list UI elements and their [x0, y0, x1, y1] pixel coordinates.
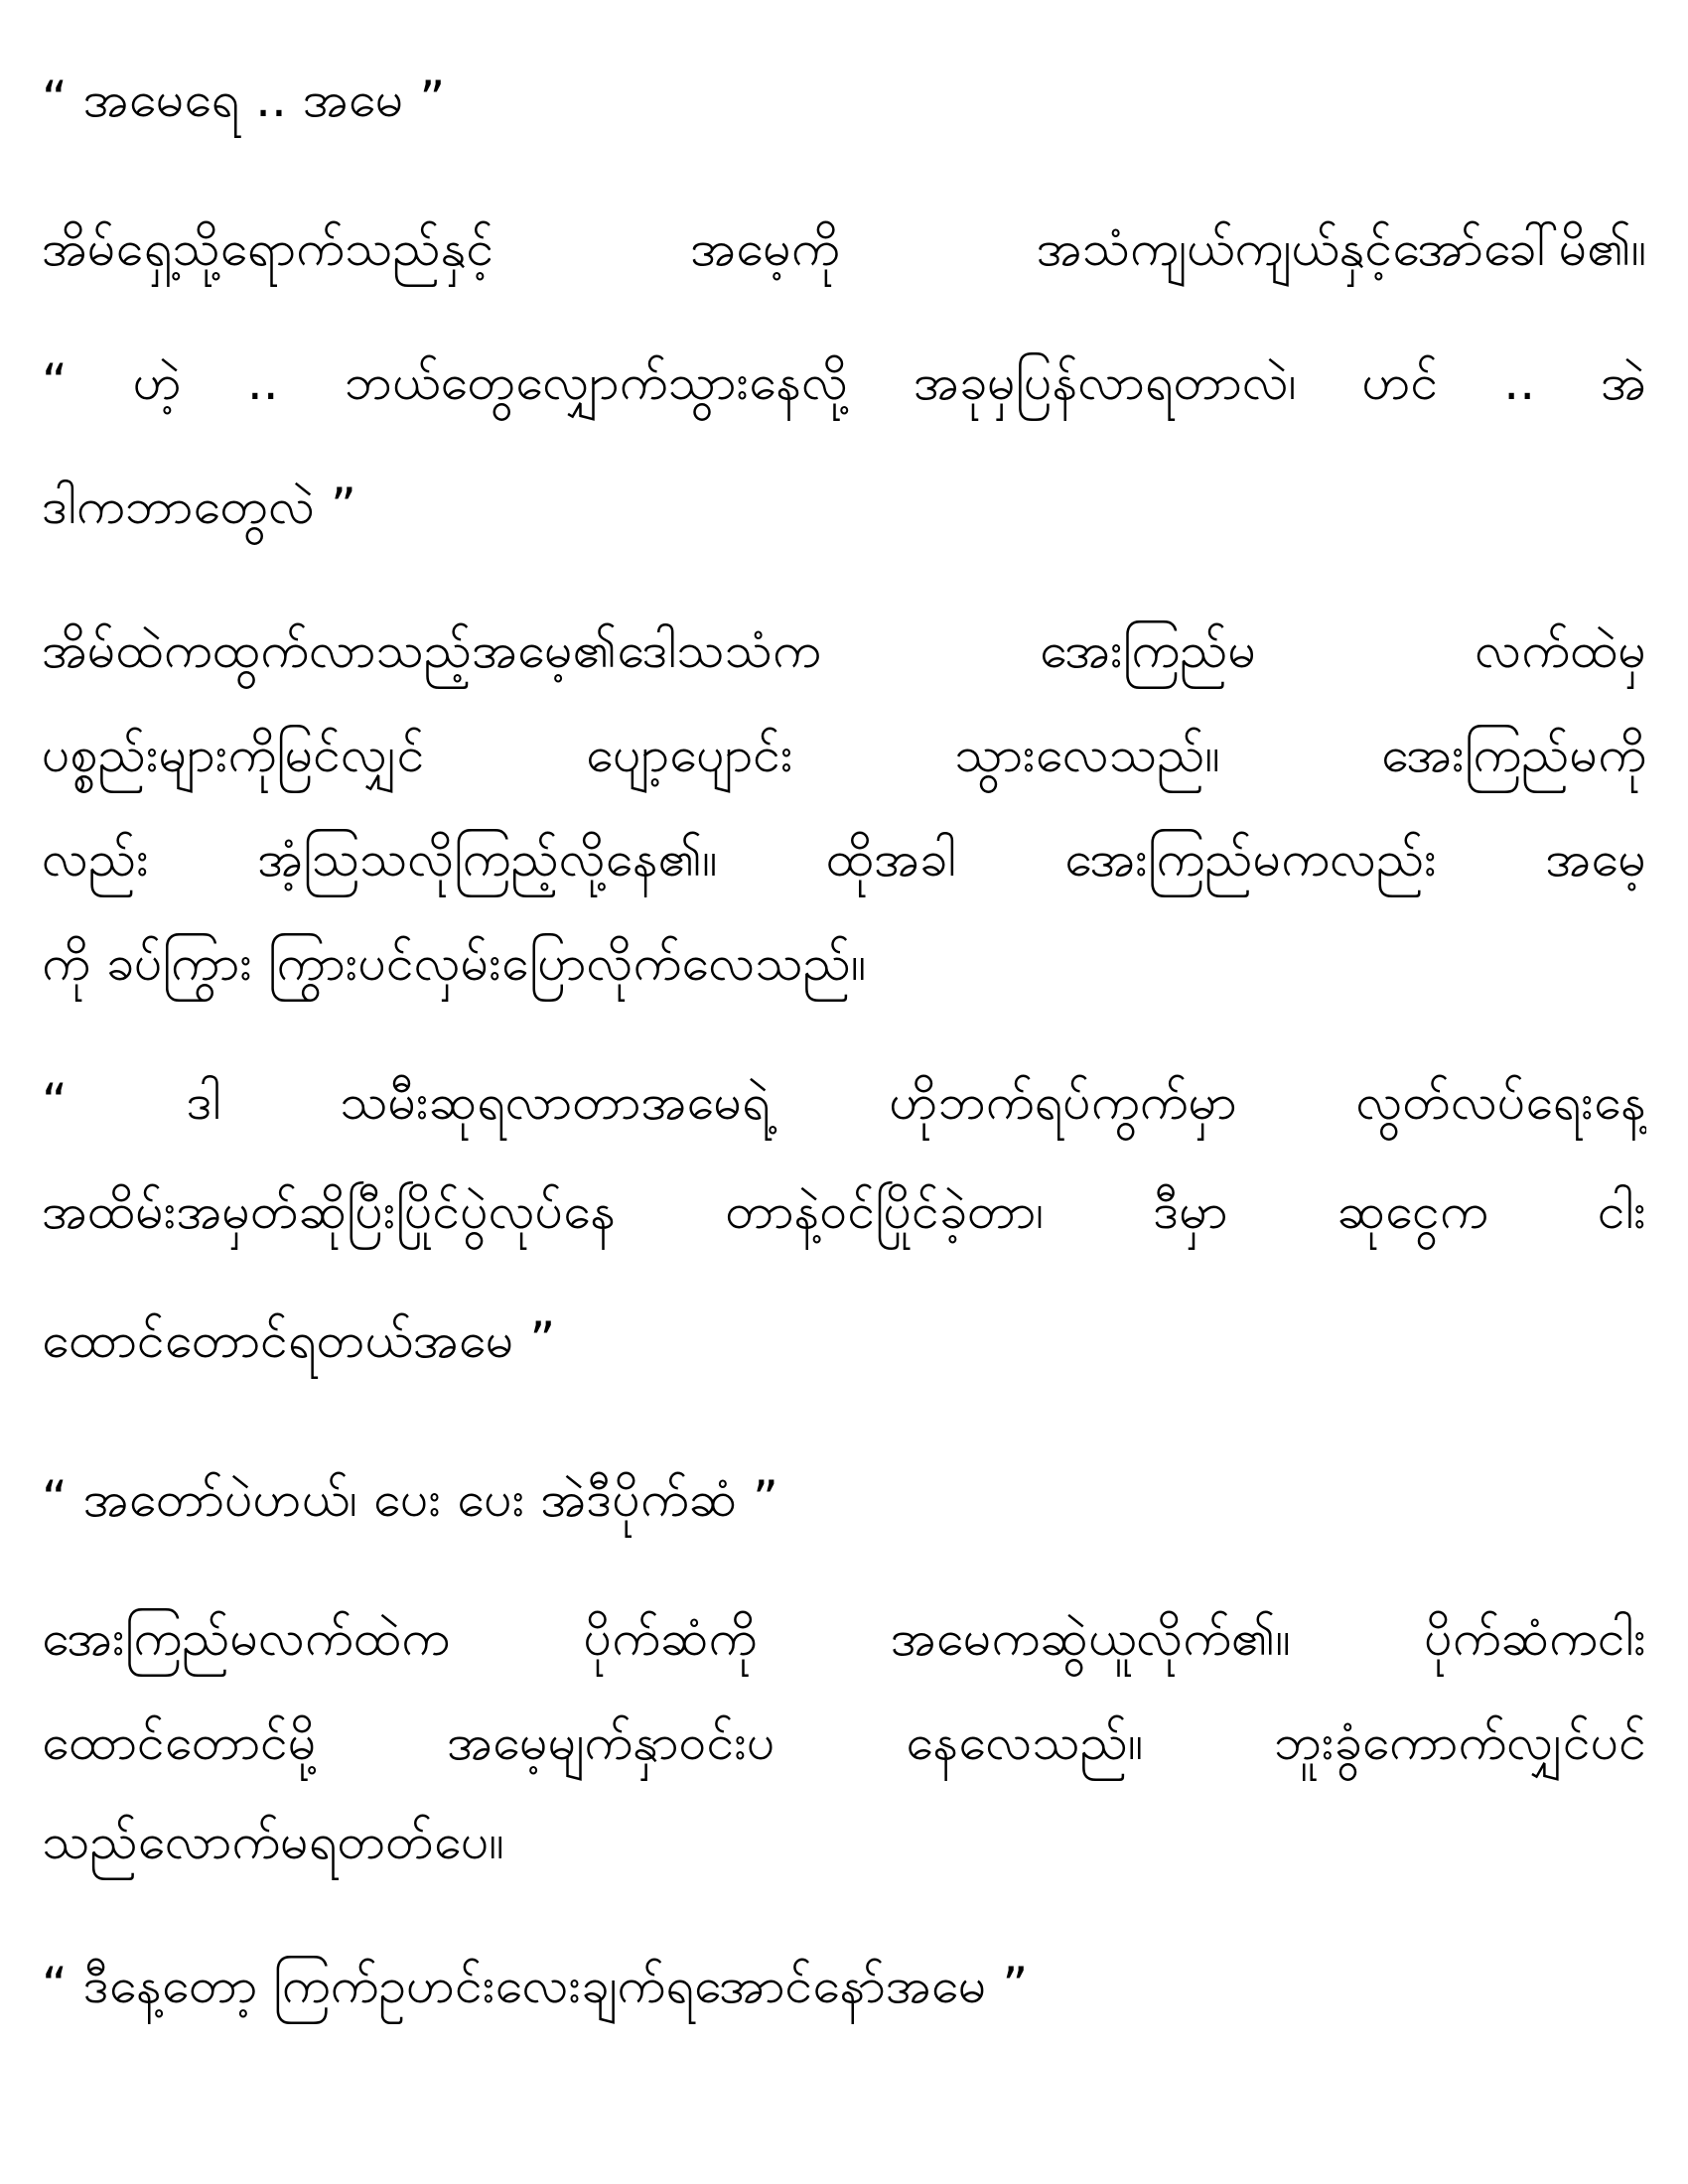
dialogue-line: “ အမေရေ .. အမေ ”: [42, 70, 446, 128]
narration-line: ထောင်တောင်မို့ အမေ့မျက်နှာဝင်းပ နေလေသည်။ ဘူးခွံကောက်လျှင်ပင်: [42, 1713, 1646, 1771]
narration-line: လည်း အံ့သြသလိုကြည့်လို့နေ၏။ ထိုအခါ အေးကြည်မကလည်း အမေ့: [42, 830, 1646, 887]
narration-line: အိမ်ရှေ့သို့ရောက်သည်နှင့် အမေ့ကို အသံကျယ်ကျယ်နှင့်အော်ခေါ်မိ၏။: [42, 219, 1646, 277]
narration-line: အေးကြည်မလက်ထဲက ပိုက်ဆံကို အမေကဆွဲယူလိုက်၏။ ပိုက်ဆံကငါး: [42, 1609, 1646, 1667]
narration-line: အိမ်ထဲကထွက်လာသည့်အမေ့၏ဒေါသသံက အေးကြည်မ လက်ထဲမှ: [42, 621, 1646, 679]
narration-line: ကို ခပ်ကြွား ကြွားပင်လှမ်းပြောလိုက်လေသည်။: [42, 934, 867, 992]
dialogue-line: “ အတော်ပဲဟယ်၊ ပေး ပေး အဲဒီပိုက်ဆံ ”: [42, 1470, 778, 1528]
dialogue-line: “ ဟဲ့ .. ဘယ်တွေလျှောက်သွားနေလို့ အခုမှပြန်လာရတာလဲ၊ ဟင် .. အဲ: [42, 353, 1646, 411]
narration-line: ပစ္စည်းများကိုမြင်လျှင် ပျော့ပျောင်း သွားလေသည်။ အေးကြည်မကို: [42, 726, 1646, 783]
dialogue-line: ထောင်တောင်ရတယ်အမေ ”: [42, 1311, 556, 1369]
narration-line: သည်လောက်မရတတ်ပေ။: [42, 1813, 504, 1870]
dialogue-line: “ ဒီနေ့တော့ ကြက်ဥဟင်းလေးချက်ရအောင်နော်အမေ ”: [42, 1957, 1029, 2014]
dialogue-line: “ ဒါ သမီးဆုရလာတာအမေရဲ့ ဟိုဘက်ရပ်ကွက်မှာ လွတ်လပ်ရေးနေ့: [42, 1073, 1646, 1131]
dialogue-line: အထိမ်းအမှတ်ဆိုပြီးပြိုင်ပွဲလုပ်နေ တာနဲ့ဝင်ပြိုင်ခဲ့တာ၊ ဒီမှာ ဆုငွေက ငါး: [42, 1182, 1646, 1240]
dialogue-line: ဒါကဘာတွေလဲ ”: [42, 478, 356, 535]
